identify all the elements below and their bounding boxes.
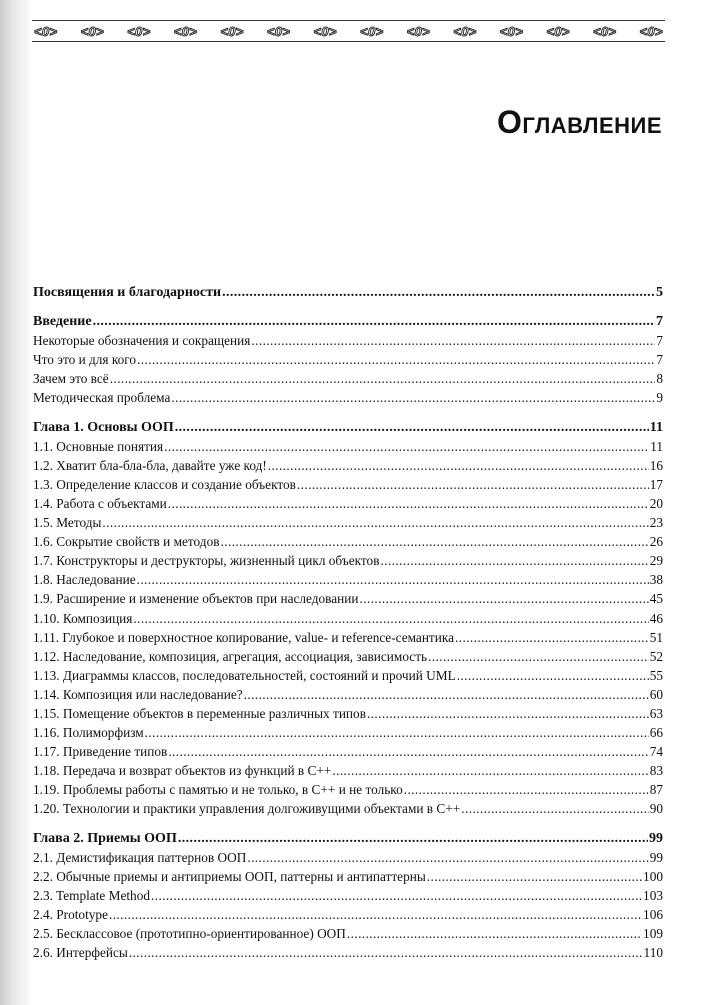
- dot-leader: [297, 475, 649, 494]
- toc-entry-page: 5: [656, 285, 663, 300]
- toc-section-entry: [33, 388, 663, 407]
- toc-entry-page: 66: [649, 725, 663, 741]
- toc-section-entry: [33, 780, 663, 799]
- dot-leader: [268, 456, 649, 475]
- toc-entry-page: 16: [649, 457, 663, 473]
- toc-entry-page: 110: [643, 945, 663, 961]
- toc-entry-page: 83: [649, 763, 663, 779]
- toc-entry-page: 11: [649, 419, 663, 435]
- toc-entry-page: 29: [649, 553, 663, 569]
- toc-entry-page: 103: [643, 887, 663, 903]
- toc-entry-page: 26: [649, 534, 663, 550]
- toc-entry-page: 45: [649, 591, 663, 607]
- dot-leader: [247, 848, 648, 867]
- toc-section-entry: [33, 369, 663, 388]
- dot-leader: [360, 589, 649, 608]
- header-mark: <0>: [406, 23, 430, 39]
- toc-entry-title: Глава 1. Основы ООП: [33, 419, 174, 435]
- toc-entry-title: 1.18. Передача и возврат объектов из функций в C++: [33, 763, 332, 779]
- running-header: [32, 20, 665, 42]
- dot-leader: [251, 331, 655, 350]
- toc-chapter-entry: [33, 829, 663, 848]
- header-mark: <0>: [592, 23, 617, 39]
- toc-entry-page: 38: [649, 572, 663, 588]
- dot-leader: [151, 886, 642, 905]
- toc-entry-title: 2.5. Бесклассовое (прототипно-ориентированное) ООП: [33, 926, 346, 941]
- toc-entry-page: 20: [649, 495, 663, 511]
- toc-section-entry: [33, 647, 663, 666]
- dot-leader: [137, 350, 655, 369]
- toc-section-entry: [33, 867, 663, 886]
- toc-section-entry: [33, 761, 663, 780]
- toc-section-entry: [33, 513, 663, 532]
- dot-leader: [222, 283, 655, 302]
- toc-entry-title: 1.8. Наследование: [33, 572, 136, 588]
- toc-entry-title: 2.1. Демистификация паттернов ООП: [33, 849, 247, 865]
- section-gap: [33, 819, 663, 829]
- page-title: Оглавление: [497, 104, 662, 140]
- toc-entry-page: 8: [656, 371, 663, 387]
- toc-entry-page: 100: [643, 868, 663, 884]
- toc-section-entry: [33, 350, 663, 369]
- header-mark: <0>: [546, 23, 570, 39]
- toc-entry-title: Некоторые обозначения и сокращения: [33, 333, 251, 349]
- toc-section-entry: [33, 723, 663, 742]
- toc-section-entry: [33, 437, 663, 456]
- toc-entry-title: 1.5. Методы: [33, 515, 102, 531]
- toc-entry-title: 2.6. Интерфейсы: [33, 945, 128, 961]
- toc-section-entry: [33, 532, 663, 551]
- toc-entry-page: 99: [649, 830, 663, 846]
- toc-entry-page: 90: [649, 801, 663, 817]
- dot-leader: [461, 799, 648, 818]
- toc-section-entry: [33, 886, 663, 905]
- toc-entry-title: 1.3. Определение классов и создание объектов: [33, 476, 296, 492]
- dot-leader: [347, 924, 642, 943]
- header-mark: <0>: [313, 23, 337, 39]
- dot-leader: [457, 666, 649, 685]
- toc-entry-title: 1.2. Хватит бла-бла-бла, давайте уже код!: [33, 457, 267, 473]
- header-mark: <0>: [266, 23, 291, 39]
- toc-entry-page: 7: [656, 314, 663, 330]
- toc-entry-title: 1.20. Технологии и практики управления долгоживущими объектами в C++: [33, 801, 461, 817]
- toc-entry-title: 1.15. Помещение объектов в переменные различных типов: [33, 705, 366, 721]
- toc-entry-title: 1.7. Конструкторы и деструкторы, жизненный цикл объектов: [33, 553, 380, 569]
- toc-entry-page: 23: [649, 515, 663, 531]
- toc-entry-title: 2.4. Prototype: [33, 906, 108, 922]
- toc-chapter-entry: [33, 312, 663, 331]
- toc-section-entry: [33, 628, 663, 647]
- header-mark: <0>: [34, 23, 58, 39]
- dot-leader: [168, 742, 648, 761]
- table-of-contents: [33, 283, 663, 962]
- dot-leader: [428, 647, 649, 666]
- toc-entry-title: 1.14. Композиция или наследование?: [33, 686, 243, 702]
- dot-leader: [137, 570, 649, 589]
- toc-entry-page: 106: [643, 906, 663, 922]
- toc-section-entry: [33, 494, 663, 513]
- dot-leader: [102, 513, 648, 532]
- toc-entry-title: 2.2. Обычные приемы и антиприемы ООП, паттерны и антипаттерны: [33, 868, 426, 884]
- toc-entry-title: 1.19. Проблемы работы с памятью и не только, в C++ и не только: [33, 782, 403, 798]
- dot-leader: [110, 369, 656, 388]
- toc-entry-title: Глава 2. Приемы ООП: [33, 830, 177, 846]
- toc-entry-page: 74: [649, 744, 663, 760]
- toc-section-entry: [33, 704, 663, 723]
- toc-section-entry: [33, 456, 663, 475]
- dot-leader: [164, 437, 649, 456]
- header-mark: <0>: [360, 23, 384, 39]
- toc-entry-title: 2.3. Template Method: [33, 887, 150, 903]
- dot-leader: [133, 609, 648, 628]
- toc-entry-title: 1.11. Глубокое и поверхностное копирование, value- и reference-семантика: [33, 629, 455, 645]
- toc-section-entry: [33, 475, 663, 494]
- header-mark: <0>: [453, 23, 477, 39]
- toc-entry-page: 11: [650, 438, 663, 454]
- toc-section-entry: [33, 848, 663, 867]
- dot-leader: [244, 685, 649, 704]
- toc-entry-page: 99: [649, 849, 663, 865]
- toc-entry-page: 7: [656, 352, 663, 368]
- dot-leader: [332, 761, 648, 780]
- dot-leader: [168, 494, 649, 513]
- toc-entry-page: 46: [649, 610, 663, 626]
- header-mark: <0>: [639, 23, 663, 39]
- toc-section-entry: [33, 943, 663, 962]
- section-gap: [33, 408, 663, 418]
- toc-entry-title: 1.13. Диаграммы классов, последовательностей, состояний и прочий UML: [33, 667, 456, 683]
- toc-section-entry: [33, 685, 663, 704]
- header-mark: <0>: [220, 23, 244, 39]
- header-mark: <0>: [173, 23, 198, 39]
- toc-section-entry: [33, 609, 663, 628]
- toc-entry-title: 1.1. Основные понятия: [33, 438, 164, 454]
- toc-section-entry: [33, 924, 663, 943]
- dot-leader: [221, 532, 649, 551]
- section-gap: [33, 302, 663, 312]
- toc-entry-page: 17: [649, 476, 663, 492]
- toc-entry-page: 63: [649, 705, 663, 721]
- toc-section-entry: [33, 742, 663, 761]
- toc-entry-title: Введение: [33, 314, 92, 330]
- page-edge-shadow: [0, 0, 30, 1005]
- toc-entry-page: 9: [656, 390, 663, 406]
- dot-leader: [427, 867, 642, 886]
- toc-entry-title: 1.16. Полиморфизм: [33, 725, 144, 741]
- toc-section-entry: [33, 589, 663, 608]
- toc-entry-title: 1.4. Работа с объектами: [33, 495, 167, 511]
- header-mark: <0>: [80, 23, 104, 39]
- dot-leader: [109, 905, 642, 924]
- toc-chapter-entry: [33, 283, 663, 302]
- dot-leader: [455, 628, 649, 647]
- toc-entry-title: Посвящения и благодарности: [33, 285, 222, 300]
- dot-leader: [381, 551, 649, 570]
- toc-section-entry: [33, 331, 663, 350]
- toc-entry-title: Зачем это всё: [33, 371, 109, 387]
- header-mark: <0>: [499, 23, 524, 39]
- toc-section-entry: [33, 666, 663, 685]
- toc-section-entry: [33, 570, 663, 589]
- dot-leader: [171, 388, 655, 407]
- toc-entry-page: 7: [656, 333, 663, 349]
- toc-entry-title: 1.9. Расширение и изменение объектов при наследовании: [33, 591, 359, 607]
- dot-leader: [367, 704, 649, 723]
- toc-entry-title: 1.17. Приведение типов: [33, 744, 168, 760]
- toc-chapter-entry: [33, 418, 663, 437]
- toc-entry-title: 1.12. Наследование, композиция, агрегация, ассоциация, зависимость: [33, 648, 428, 664]
- dot-leader: [93, 312, 655, 331]
- dot-leader: [175, 418, 649, 437]
- toc-entry-title: Что это и для кого: [33, 352, 137, 368]
- dot-leader: [404, 780, 649, 799]
- toc-entry-page: 51: [649, 629, 663, 645]
- dot-leader: [129, 943, 643, 962]
- toc-section-entry: [33, 799, 663, 818]
- toc-entry-title: 1.10. Композиция: [33, 610, 133, 626]
- toc-entry-title: Методическая проблема: [33, 390, 171, 406]
- dot-leader: [178, 829, 648, 848]
- toc-entry-page: 60: [649, 686, 663, 702]
- toc-entry-page: 109: [643, 926, 663, 941]
- toc-section-entry: [33, 551, 663, 570]
- header-mark: <0>: [127, 23, 151, 39]
- toc-entry-page: 55: [649, 667, 663, 683]
- dot-leader: [145, 723, 649, 742]
- toc-section-entry: [33, 905, 663, 924]
- toc-entry-title: 1.6. Сокрытие свойств и методов: [33, 534, 220, 550]
- toc-entry-page: 52: [649, 648, 663, 664]
- toc-entry-page: 87: [649, 782, 663, 798]
